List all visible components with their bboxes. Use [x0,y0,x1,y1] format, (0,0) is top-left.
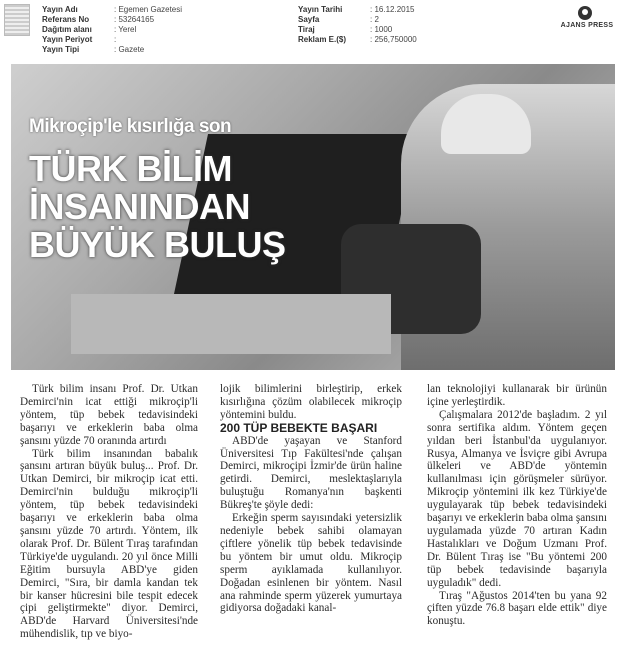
meta-row: Yayın Periyot : [42,35,117,44]
meta-row: Referans No : 53264165 [42,15,155,24]
paragraph: Erkeğin sperm sayısındaki yetersizlik nedeniyle bebek sahibi olamayan çiftlere yönelik tüp bebek tedavisinde bu yöntem bir umut oldu. Mikroçip sperm ayıklamada kullanılıyor. Doğadan esinlenen bir yöntem. Nasıl ana rahminde sperm yüzerek yumurtaya gidiyorsa doğadaki kanal- [220,512,402,615]
page-thumbnail [4,4,30,36]
meta-row: Reklam E.($) : 256,750000 [298,35,417,44]
paragraph: Çalışmalara 2012'de başladım. 2 yıl sonra sertifika aldım. Yöntem geçen yıldan beri İstanbul'da uygulanıyor. Rusya, Almanya ve İsviçre gibi Avrupa ülkeleri ve ABD'de yöntemin kullanılması için görüşmeler sürüyor. Mikroçip yöntemini ilk kez Türkiye'de uygulayarak tüp bebek tedavisindeki başarıyı ve erkeklerin baba olma şansını uygulamada yüzde 70 artıran Kadın Hastalıkları ve Doğum Uzmanı Prof. Dr. Bülent Tıraş ise "Bu yöntemi 200 tüp bebek tedavisinde başarıyla uyguladık" dedi. [427,408,607,589]
meta-row: Dağıtım alanı : Yerel [42,25,137,34]
meta-right [298,5,417,45]
meta-row: Sayfa : 2 [298,15,379,24]
title-line: BÜYÜK BULUŞ [29,224,286,265]
paragraph: lojik bilimlerini birleştirip, erkek kısırlığına çözüm olabilecek mikroçip yöntemini buldu. [220,383,402,421]
article-photo [11,64,615,370]
meta-row: Tiraj : 1000 [298,25,393,34]
article-column-2 [220,383,402,615]
paragraph: lan teknolojiyi kullanarak bir ürünün içine yerleştirdik. [427,383,607,408]
clipping-header [0,0,625,62]
meta-row: Yayın Adı : Egemen Gazetesi [42,5,183,14]
ajans-press-logo: AJANS PRESS [556,6,618,36]
paragraph: Türk bilim insanından babalık şansını artıran büyük buluş... Prof. Dr. Utkan Demirci, bir mikroçip icat etti. Demirci'nin bulduğu mikroçip'li yöntem, tüp bebek tedavisindeki başarıyı ve erkeklerin baba olma şansını yüzde 70 artırdı. Yöntem, ilk olarak Prof. Dr. Bülent Tıraş tarafından Türkiye'de uygulandı. 20 yıl önce Milli Eğitim bursuyla ABD'ye giden Demirci, "Sıra, bir damla kandan tek bir kanser hücresini bile tespit edecek çipi geliştirmekte" diyor. Demirci, ABD'de Harvard Üniversitesi'nde mühendislik, tıp ve biyo- [20,447,198,641]
meta-row: Yayın Tipi : Gazete [42,45,145,54]
paragraph: ABD'de yaşayan ve Stanford Üniversitesi Tıp Fakültesi'nde çalışan Demirci, mikroçipi İzmir'de ürün haline getirdi. Demirci, meslektaşlarıyla buluştuğu Romanya'nın başkenti Bükreş'te şöyle dedi: [220,434,402,512]
article-column-3 [427,383,607,628]
title-line: TÜRK BİLİM [29,148,232,189]
paragraph: Türk bilim insanı Prof. Dr. Utkan Demirci'nin icat ettiği mikroçip'li yöntem, tüp bebek tedavisindeki başarıyı ve erkeklerin baba olma şansını yüzde 70 oranında artırdı [20,383,198,447]
article-title [29,150,286,264]
article-subheading: 200 TÜP BEBEKTE BAŞARI [220,420,378,435]
logo-icon [578,6,592,20]
meta-left [42,5,182,55]
paragraph: Tıraş "Ağustos 2014'ten bu yana 92 çiften yüzde 76.8 başarı elde ettik" diye konuştu. [427,589,607,628]
meta-row: Yayın Tarihi : 16.12.2015 [298,5,415,14]
title-line: İNSANINDAN [29,186,251,227]
article-subtitle: Mikroçip'le kısırlığa son [29,116,232,137]
photo-bench [71,294,391,354]
article-column-1 [20,383,198,641]
